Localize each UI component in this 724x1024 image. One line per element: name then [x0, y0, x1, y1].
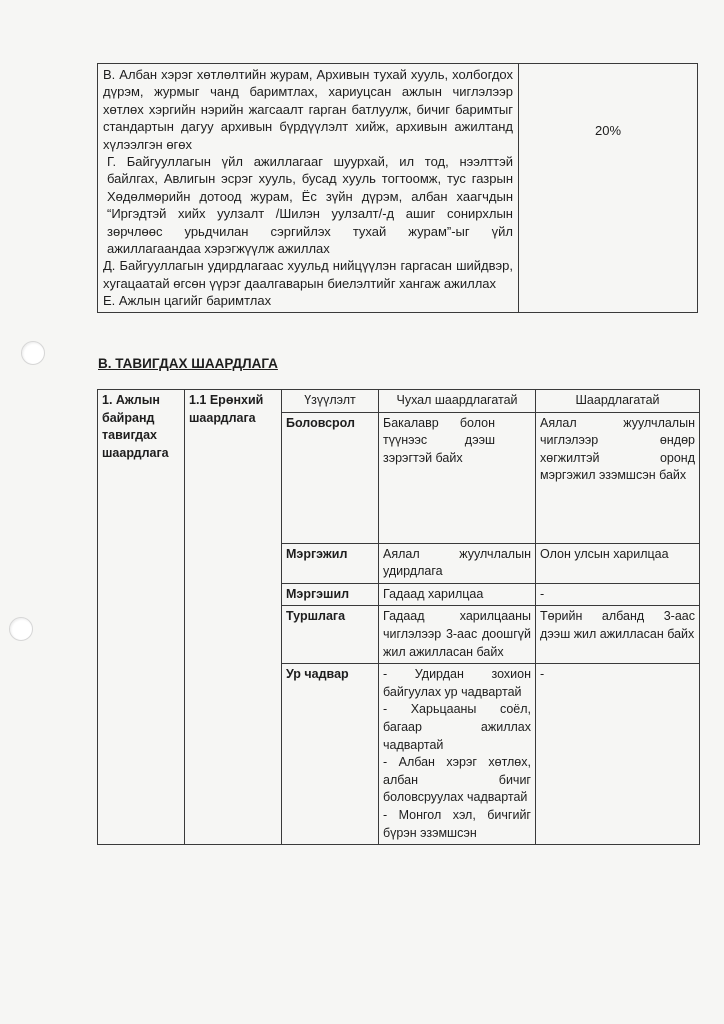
duty-paragraph-d: Д. Байгууллагын удирдлагаас хуульд нийцүүлэн гаргасан шийдвэр, хугацаатай өгсөн үүрэг даалгаварын биелэлтийг хангаж ажиллах [103, 258, 513, 291]
header-required: Чухал шаардлагатай [379, 390, 536, 413]
required-experience: Гадаад харилцааны чиглэлээр 3-аас доошгүй жил ажилласан байх [379, 606, 536, 664]
preferred-experience: Төрийн албанд 3-аас дээш жил ажилласан байх [536, 606, 700, 664]
section-title: В. ТАВИГДАХ ШААРДЛАГА [98, 356, 278, 371]
preferred-profession: Олон улсын харилцаа [536, 543, 700, 583]
requirements-header-row [98, 390, 700, 413]
header-indicator: Үзүүлэлт [282, 390, 379, 413]
required-qualification: Гадаад харилцаа [379, 583, 536, 606]
duties-percent-cell: 20% [519, 64, 698, 313]
punch-hole-bottom [9, 617, 33, 641]
indicator-qualification: Мэргэшил [282, 583, 379, 606]
indicator-experience: Туршлага [282, 606, 379, 664]
indicator-profession: Мэргэжил [282, 543, 379, 583]
duty-paragraph-e: Е. Ажлын цагийг баримтлах [103, 293, 272, 309]
punch-hole-top [21, 341, 45, 365]
requirements-table [97, 389, 700, 845]
required-profession: Аялал жуулчлалын удирдлага [379, 543, 536, 583]
duties-table [97, 63, 698, 313]
required-education: Бакалавр болон түүнээс дээш зэрэгтэй байх [379, 412, 536, 543]
duty-paragraph-v: В. Албан хэрэг хөтлөлтийн журам, Архивын тухай хууль, холбогдох дүрэм, журмыг чанд баримтлах, хариуцсан ажлын чиглэлээр хөтлөх хэргийн нэрийн жагсаалт гарган батлуулж, бичиг баримтыг стандартын дагуу архивын бүрдүүлэлт хийж, архивын ажилтанд хүлээлгэн өгөх [103, 67, 513, 152]
indicator-education: Боловсрол [282, 412, 379, 543]
subgroup-label: 1.1 Ерөнхий шаардлага [185, 390, 282, 845]
header-preferred: Шаардлагатай [536, 390, 700, 413]
preferred-qualification: - [536, 583, 700, 606]
indicator-skills: Ур чадвар [282, 664, 379, 845]
duties-text-cell [98, 64, 519, 313]
duties-row [98, 64, 698, 313]
preferred-skills: - [536, 664, 700, 845]
duty-paragraph-g: Г. Байгууллагын үйл ажиллагааг шуурхай, ил тод, нээлттэй байлгах, Авлигын эсрэг хууль, бусад хууль тогтоомж, тус газрын Хөдөлмөрийн дотоод журам, Ёс зүйн дүрэм, албан хаагчдын “Иргэдтэй хийх уулзалт /Шилэн уулзалт/-д ашиг сонирхлын зөрчлөөс урьдчилан сэргийлэх тухай журам”-ыг үйл ажиллагаандаа хэрэгжүүлж ажиллах [107, 154, 513, 257]
group-label: 1. Ажлын байранд тавигдах шаардлага [98, 390, 185, 845]
required-skills: - Удирдан зохион байгуулах ур чадвартай - Харьцааны соёл, багаар ажиллах чадвартай - Албан хэрэг хөтлөх, албан бичиг боловсруулах чадвартай - Монгол хэл, бичгийг бүрэн эзэмшсэн [379, 664, 536, 845]
preferred-education: Аялал жуулчлалын чиглэлээр өндөр хөгжилтэй оронд мэргэжил эзэмшсэн байх [536, 412, 700, 543]
